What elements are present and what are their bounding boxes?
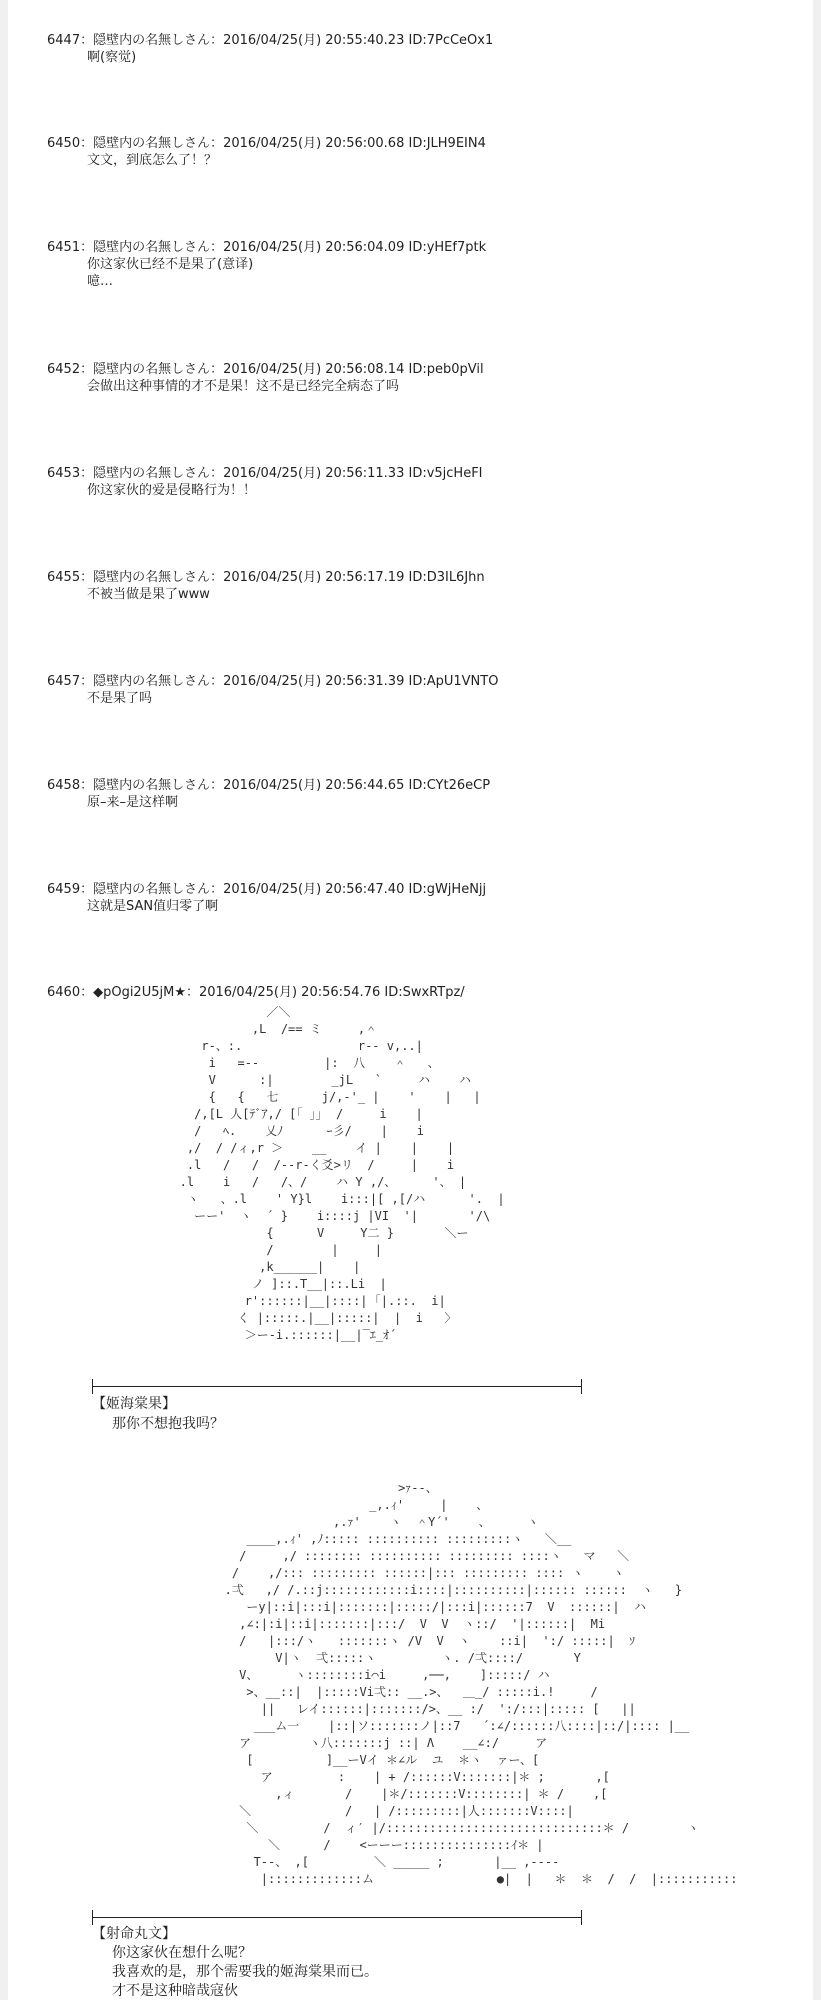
post-6457	[47, 673, 498, 707]
post-line: 会做出这种事情的才不是果！这不是已经完全病态了吗	[87, 379, 400, 394]
post-6459	[47, 881, 486, 915]
speaker-label: 【射命丸文】	[92, 1926, 176, 1942]
post-line: 原–来–是这样啊	[87, 795, 179, 810]
divider-end-right	[581, 1379, 582, 1394]
scene-divider	[92, 1386, 582, 1387]
post-line: 不是果了吗	[87, 691, 153, 706]
post-header: 6460：◆pOgi2U5jM★：2016/04/25(月) 20:56:54.76 ID:SwxRTpz/	[47, 985, 465, 1000]
post-6455	[47, 569, 485, 603]
left-margin	[0, 0, 8, 2000]
post-6451	[47, 239, 486, 290]
post-line: 你这家伙已经不是果了(意译)	[87, 257, 254, 272]
post-header: 6452：隠壁内の名無しさん：2016/04/25(月) 20:56:08.14 ID:peb0pVil	[47, 362, 484, 377]
post-header: 6447：隠壁内の名無しさん：2016/04/25(月) 20:55:40.23 ID:7PcCeOx1	[47, 33, 494, 48]
post-line: 这就是SAN值归零了啊	[87, 899, 219, 914]
ascii-art-aya: >ｧ‐-、 _,.ｨ' | 、 ,.ｧ' ヽ ＾Y´' 、 ヽ ____,.ｨ' ,ﾉ::::: :::::::::: :::::::::ヽ ＼__ / ,/ :::::::: :::::::::: ::::::::: ::::ヽ マ ＼ / ,/::: ::::::::: ::::::|::: ::::::::: :::: ヽ ヽ .弌 ,/ /.::j::::::::::::i::::|::::::::::|:::::: :::::: ヽ } ーy|::i|:::i|:::::::|:::::/|:::i|::::::7 V ::::::| ハ ,∠:|:i|::i|:::::::|:::/ V V ヽ::/ '|::::::| Mi / |:::/ヽ :::::::ヽ /V V ヽ ::i| ':/ :::::| ｿ V|ヽ 弌:::::ヽ ヽ. /弌::::/ Y V、 ヽ::::::::i⌒i ,──, ]:::::/ ハ >、__::| |:::::Vi弌:: __.>、 ＿_/ :::::i.! / || レイ::::::|:::::::/>、__ :/ ':/:::|::::: [ || ___ム一 |::|ソ:::::::ノ|::7 ´:∠/::::::八::::|::/|:::: |__ ア ヽ八:::::::j ::| Λ __∠:/ ア [ ]__ーVイ ＊∠ル ユ ＊ヽ ァー、[ ア : | + /::::::V:::::::|＊ ; ,[ ,ィ / |＊/:::::::V::::::::| ＊ / ,[ ＼ / | /:::::::::|人:::::::V::::| ＼ / ィ′ |/::::::::::::::::::::::::::::::＊ / ヽ ＼ / <ーーー:::::::::::::::ｲ＊ | T--、 ,[ ＼ _____ ; |__ ,---- |:::::::::::::ム ●| | ＊ ＊ / / |:::::::::::	[224, 1481, 738, 1886]
post-6458	[47, 777, 490, 811]
post-line: 文文，到底怎么了！？	[87, 153, 218, 168]
post-6460	[47, 984, 465, 1001]
post-header: 6457：隠壁内の名無しさん：2016/04/25(月) 20:56:31.39 ID:ApU1VNTO	[47, 674, 499, 689]
post-6447	[47, 32, 493, 66]
scene-divider	[92, 1917, 582, 1918]
speaker-label: 【姬海棠果】	[92, 1396, 176, 1412]
post-6450	[47, 135, 486, 169]
divider-end-right	[581, 1910, 582, 1925]
post-header: 6459：隠壁内の名無しさん：2016/04/25(月) 20:56:47.40 ID:gWjHeNjj	[47, 882, 487, 897]
post-header: 6458：隠壁内の名無しさん：2016/04/25(月) 20:56:44.65 ID:CYt26eCP	[47, 778, 491, 793]
post-line: 噫…	[87, 274, 114, 289]
speech-line: 那你不想抱我吗？	[112, 1416, 224, 1432]
speech-line: 才不是这种暗哉寇伙	[112, 1983, 238, 1999]
post-line: 你这家伙的爱是侵略行为！！	[87, 483, 257, 498]
post-header: 6453：隠壁内の名無しさん：2016/04/25(月) 20:56:11.33 ID:v5jcHeFI	[47, 466, 483, 481]
post-header: 6451：隠壁内の名無しさん：2016/04/25(月) 20:56:04.09 ID:yHEf7ptk	[47, 240, 487, 255]
post-line: 不被当做是果了www	[87, 587, 210, 602]
post-header: 6455：隠壁内の名無しさん：2016/04/25(月) 20:56:17.19 ID:D3IL6Jhn	[47, 570, 485, 585]
post-6453	[47, 465, 483, 499]
post-6452	[47, 361, 484, 395]
divider-end-left	[92, 1379, 93, 1394]
speech-line: 我喜欢的是，那个需要我的姬海棠果而已。	[112, 1964, 378, 1980]
right-margin	[813, 0, 821, 2000]
divider-end-left	[92, 1910, 93, 1925]
ascii-art-hatate: ／＼ ,L /== ミ ,＾ r-、:. r-- v,..| i =-- |: 八 ＾ 、 V :| _jL ` ハ ハ { { 七 j/,-'_ | ' | | /,[L 人[ﾃﾞｱ,/ [｢ ｣｣ / i | / ﾍ. 乂ﾉ ｰ彡/ | i ,/ / /ィ,r ＞ __ イ | | | .l / / /--r-く爻>リ / | i .l i / /、/ ハ Y ,/、 '、 | ヽ 、.l ' Y}l i:::|[ ,[/ハ '. | ーー' ヽ ´ } i::::j |VI '| '/\ { V Y二 } ＼ー / | | ,k______| | ノ ]::.T__|::.Li | r'::::::|__|::::| ｢|.::. i| く |:::::.|__|:::::| | i 〉 ＞ー-i.::::::|__|‾ｴ_ｵ´	[179, 1005, 505, 1342]
post-line: 啊(察觉)	[87, 50, 137, 65]
post-header: 6450：隠壁内の名無しさん：2016/04/25(月) 20:56:00.68 ID:JLH9EIN4	[47, 136, 486, 151]
speech-line: 你这家伙在想什么呢？	[112, 1945, 252, 1961]
